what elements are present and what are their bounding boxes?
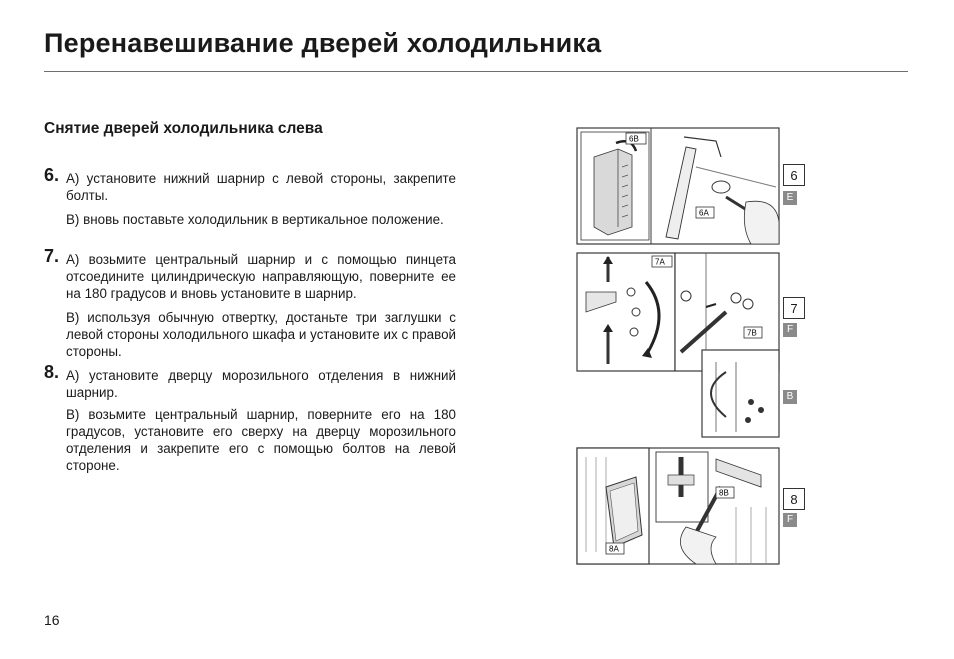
- page-title: Перенавешивание дверей холодильника: [44, 28, 602, 58]
- step-6: [44, 165, 456, 204]
- callout-6b: 6B: [629, 134, 639, 144]
- step-6-b-text: В) вновь поставьте холодильник в вертикальное положение.: [66, 212, 444, 227]
- step-7: [44, 246, 456, 302]
- bolt-head: [712, 181, 730, 193]
- callout-8b: 8B: [719, 488, 729, 498]
- step-8-b-text: В) возьмите центральный шарнир, поверните его на 180 градусов, установите его сверху на дверцу морозильного отделения и закрепите его с помощью болтов на левой стороне.: [66, 407, 456, 473]
- figure-7-tag-sub: F: [783, 323, 797, 337]
- step-7-a-text: А) возьмите центральный шарнир и с помощью пинцета отсоедините цилиндрическую направляющую, поверните ее на 180 градусов и вновь установите в шарнир.: [66, 252, 456, 301]
- figure-6-tag: 6: [783, 164, 805, 186]
- callout-7b: 7B: [747, 328, 757, 338]
- step-8-number: 8.: [44, 362, 60, 382]
- callout-7a: 7A: [655, 257, 665, 267]
- figure-6-illustration: [576, 127, 781, 245]
- page-number: 16: [44, 612, 60, 628]
- section-subtitle: Снятие дверей холодильника слева: [44, 120, 323, 137]
- figure-7-illustration: [576, 252, 781, 438]
- fridge-inset-shape: [594, 149, 632, 235]
- callout-6a: 6A: [699, 208, 709, 218]
- figure-7-tag: 7: [783, 297, 805, 319]
- step-8: [44, 362, 456, 401]
- figure-7-tag-sub-2: B: [783, 390, 797, 404]
- callout-8a: 8A: [609, 544, 619, 554]
- step-6-number: 6.: [44, 165, 60, 185]
- figure-7b-frame: [702, 350, 779, 437]
- step-8-a-text: А) установите дверцу морозильного отделения в нижний шарнир.: [66, 368, 456, 400]
- figure-8-tag: 8: [783, 488, 805, 510]
- figure-8-illustration: [576, 447, 781, 565]
- figure-6-tag-sub: E: [783, 191, 797, 205]
- title-divider: [44, 71, 908, 72]
- figure-8-tag-sub: F: [783, 513, 797, 527]
- step-7-b-text: В) используя обычную отвертку, достаньте три заглушки с левой стороны холодильного шкафа и установите их с правой стороны.: [66, 310, 456, 359]
- step-6-a-text: А) установите нижний шарнир с левой стороны, закрепите болты.: [66, 171, 456, 203]
- step-7-number: 7.: [44, 246, 60, 266]
